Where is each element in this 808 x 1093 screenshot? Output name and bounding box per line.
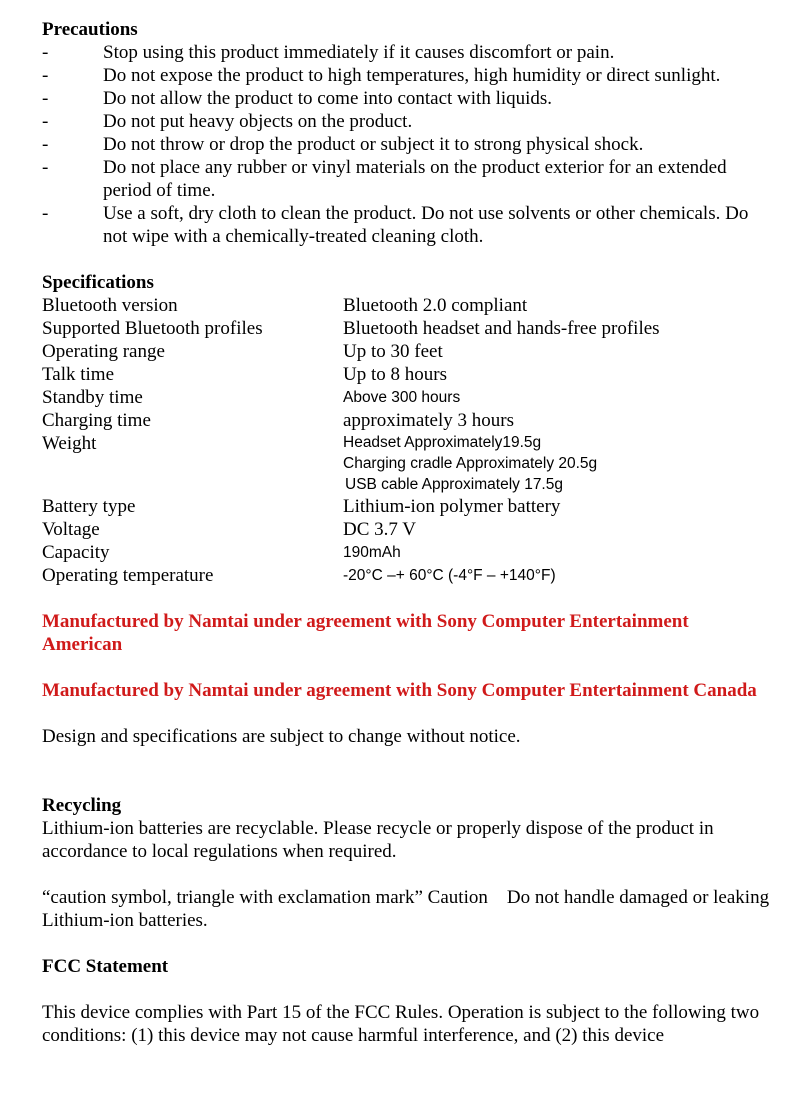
table-row: Voltage DC 3.7 V (42, 519, 417, 540)
table-row: Battery type Lithium-ion polymer battery (42, 496, 561, 517)
specifications-heading: Specifications (42, 272, 154, 293)
list-item: - Do not throw or drop the product or subject it to strong physical shock. (42, 134, 644, 155)
list-item: - Do not place any rubber or vinyl materials on the product exterior for an extended period of time. (42, 157, 727, 201)
document-page (42, 18, 772, 1047)
specifications-table (42, 294, 660, 587)
table-row: Standby time Above 300 hours (42, 387, 461, 408)
fcc-heading: FCC Statement (42, 956, 169, 977)
design-note: Design and specifications are subject to change without notice. (42, 726, 521, 747)
list-item: - Do not expose the product to high temperatures, high humidity or direct sunlight. (42, 65, 721, 86)
manufacturer-note-canada: Manufactured by Namtai under agreement with Sony Computer Entertainment Canada (42, 680, 757, 701)
table-row: Bluetooth version Bluetooth 2.0 compliant (42, 295, 528, 316)
precautions-list (42, 41, 772, 248)
manufacturer-note-america: Manufactured by Namtai under agreement with Sony Computer Entertainment American (42, 611, 689, 655)
fcc-text: This device complies with Part 15 of the FCC Rules. Operation is subject to the following two conditions: (1) this device may not cause harmful interference, and (2) this device (42, 1002, 760, 1046)
table-row: Weight Headset Approximately19.5g Charging cradle Approximately 20.5g USB cable Approximately 17.5g (42, 432, 660, 495)
recycling-text: Lithium-ion batteries are recyclable. Please recycle or properly dispose of the product in accordance to local regulations when required. (42, 818, 714, 862)
table-row: Supported Bluetooth profiles Bluetooth headset and hands-free profiles (42, 318, 660, 339)
table-row: Operating temperature -20°C –+ 60°C (-4°F – +140°F) (42, 565, 556, 586)
list-item: - Use a soft, dry cloth to clean the product. Do not use solvents or other chemicals. Do not wipe with a chemically-treated cleaning cloth. (42, 203, 749, 247)
table-row: Talk time Up to 8 hours (42, 364, 447, 385)
table-row: Operating range Up to 30 feet (42, 341, 443, 362)
weight-usb-cable: USB cable Approximately 17.5g (345, 476, 563, 493)
weight-cradle: Charging cradle Approximately 20.5g (343, 455, 598, 472)
list-item: - Stop using this product immediately if it causes discomfort or pain. (42, 42, 615, 63)
list-item: - Do not put heavy objects on the product. (42, 111, 413, 132)
table-row: Capacity 190mAh (42, 542, 401, 563)
recycling-caution: “caution symbol, triangle with exclamation mark” Caution Do not handle damaged or leaking Lithium-ion batteries. (42, 887, 774, 931)
precautions-heading: Precautions (42, 19, 138, 40)
recycling-heading: Recycling (42, 795, 122, 816)
weight-headset: Headset Approximately19.5g (343, 434, 542, 451)
list-item: - Do not allow the product to come into contact with liquids. (42, 88, 553, 109)
table-row: Charging time approximately 3 hours (42, 410, 514, 431)
